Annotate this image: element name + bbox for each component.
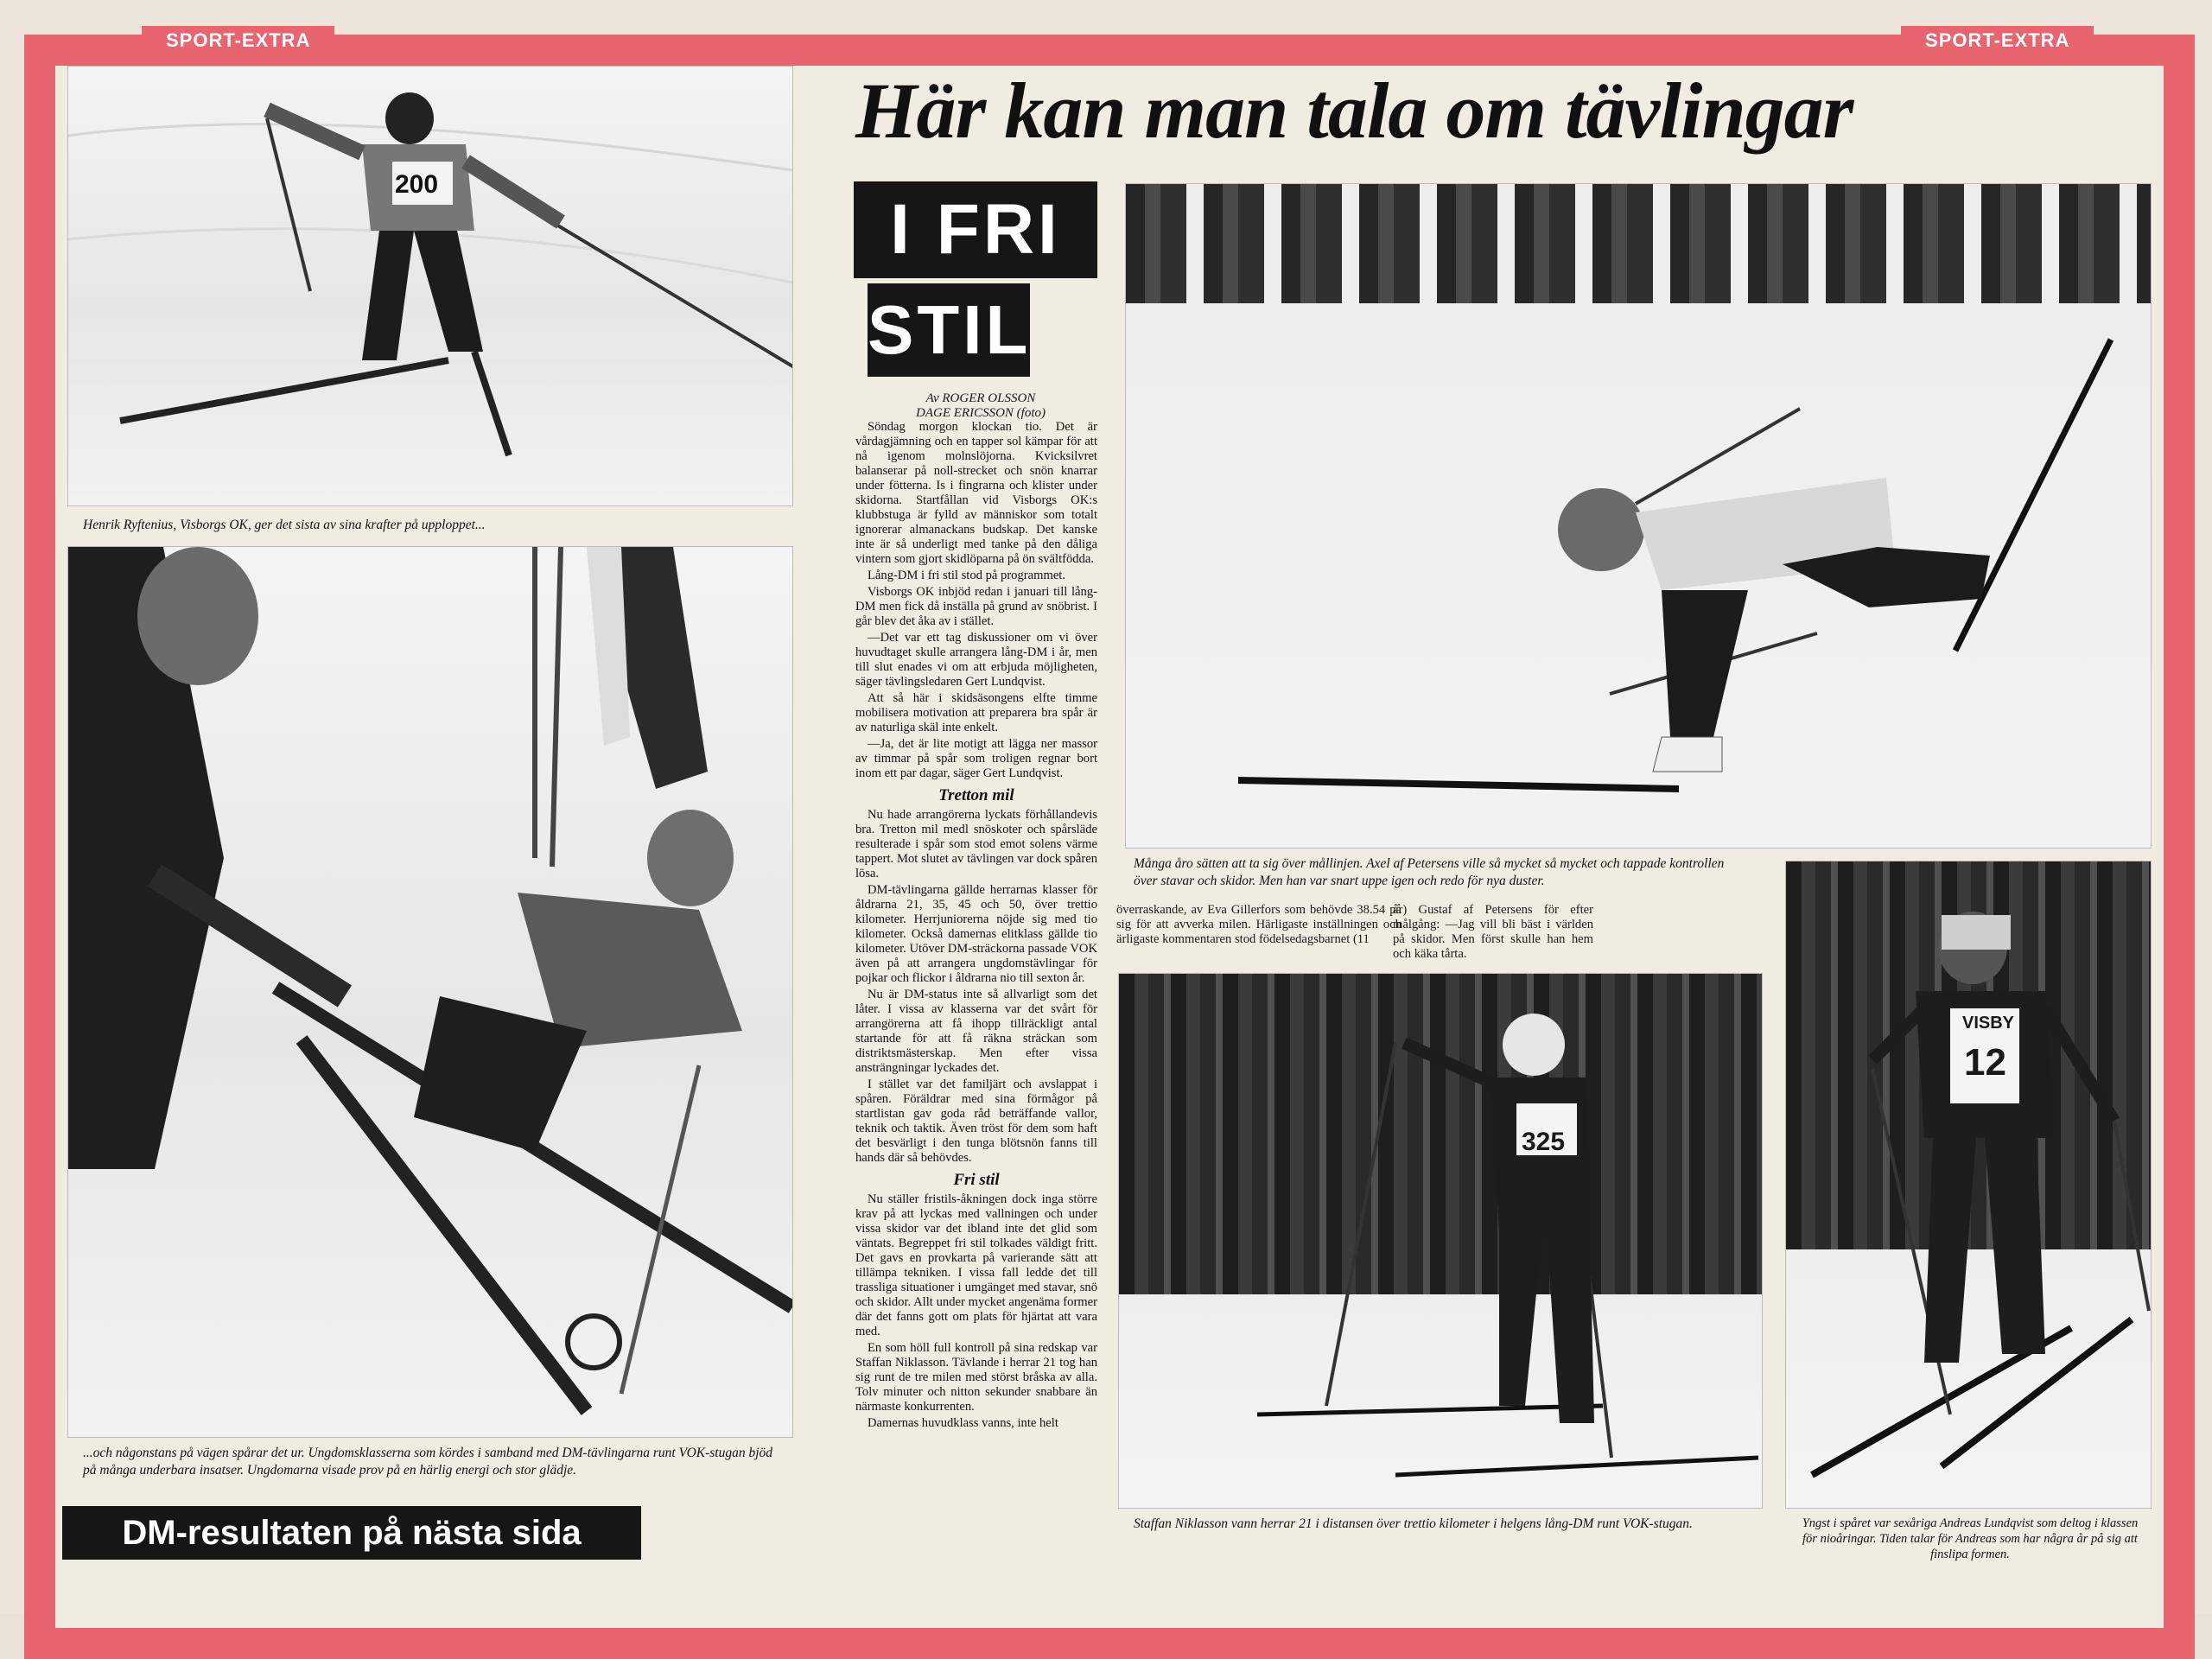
section-tab-right: SPORT-EXTRA — [1901, 26, 2094, 55]
article-paragraph: I stället var det familjärt och avslappat i spåren. Föräldrar med sina förmågor på startlistan gav goda råd beträffande vallor, teknik och taktik. Även tröst för dem som haft det besvärligt i den tunga blötsnön fanns till hands där så behövdes. — [855, 1077, 1097, 1165]
andreas-illustration — [1786, 861, 2151, 1508]
photo-staffan — [1118, 973, 1763, 1509]
subhead-fri-stil: Fri stil — [953, 1171, 1000, 1189]
photo-andreas — [1785, 861, 2152, 1509]
bib-number: 12 — [1964, 1041, 2006, 1084]
byline — [864, 391, 1097, 421]
section-tab-left: SPORT-EXTRA — [142, 26, 334, 55]
photo-axel-finish — [1125, 183, 2152, 849]
article-paragraph: Söndag morgon klockan tio. Det är vårdagjämning och en tapper sol kämpar för att nå igenom molnslöjorna. Kvicksilvret balanserar på noll-strecket och snön knarrar under fötterna. Is i fingrarna och klister under skidorna. Startfållan vid Visborgs OK:s klubbstuga är fylld av människor som totalt ignorerar almanackans budskap. Det kanske inte är så underligt med tanke på den dåliga vintern som gjort skidlöparna på ön svältfödda. — [855, 420, 1097, 566]
subhead-tretton-mil: Tretton mil — [938, 786, 1014, 804]
article-paragraph: En som höll full kontroll på sina redskap var Staffan Niklasson. Tävlande i herrar 21 tog han sig runt de tre milen med störst bråska av alla. Tolv minuter och nitton sekunder snabbare än närmaste konkurrenten. — [855, 1341, 1097, 1414]
article-continuation-2 — [1393, 903, 1593, 962]
article-paragraph: DM-tävlingarna gällde herrarnas klasser för åldrarna 21, 35, 45 och 50, över trettio kilometer. Herrjuniorerna nöjde sig med tio kilometer. Också damernas elitklass gällde tio kilometer. Utöver DM-sträckorna passade VOK även på att arrangera ungdomstävlingar för pojkar och flickor i åldrarna nio till sexton år. — [855, 883, 1097, 985]
photo-fallen-skier — [67, 546, 793, 1438]
article-paragraph: Lång-DM i fri stil stod på programmet. — [868, 569, 1065, 582]
caption-photo-2: ...och någonstans på vägen spårar det ur. Ungdomsklasserna som kördes i samband med DM-tävlingarna runt VOK-stugan bjöd på många underbara insatser. Ungdomarna visade prov på en härlig energi och stor glädje. — [83, 1446, 773, 1478]
article-paragraph: —Det var ett tag diskussioner om vi över huvudtaget skulle arrangera lång-DM i år, men till slut enades vi om att erbjuda möjligheten, säger tävlingsledaren Gert Lundqvist. — [855, 631, 1097, 689]
article-paragraph: —Ja, det är lite motigt att lägga ner massor av timmar på spår som troligen regnar bort inom ett par dagar, säger Gert Lundqvist. — [855, 737, 1097, 780]
article-paragraph: Damernas huvudklass vanns, inte helt — [868, 1416, 1058, 1430]
caption-photo-1: Henrik Ryftenius, Visborgs OK, ger det sista av sina krafter på upploppet... — [83, 518, 486, 532]
continuation-text: överraskande, av Eva Gillerfors som behövde 38.54 på sig för att avverka milen. Härligaste inställningen och ärligaste kommentaren stod födelsedagsbarnet (11 — [1116, 903, 1402, 946]
byline-author: Av ROGER OLSSON — [925, 391, 1036, 405]
article-paragraph: Nu ställer fristils-åkningen dock inga större krav på att lyckas med vallningen och under vissa skidor var det ibland inte det glid som väntats. Begreppet fri stil tolkades väldigt fritt. Det gavs en provkarta på varierande sätt att tillämpa tekniken. I vissa fall ledde det till trassliga situationer i umgänget med stavar, snö och skidor. Allt under mycket angenäma former där det fanns gott om plats för hjärtat att vara med. — [855, 1192, 1097, 1338]
caption-photo-5: Yngst i spåret var sexåriga Andreas Lundqvist som deltog i klassen för nioåringar. Tiden talar för Andreas som har några år på sig att finslipa formen. — [1802, 1516, 2139, 1561]
article-column — [855, 420, 1097, 1433]
continuation-text: år) Gustaf af Petersens för efter målgång: —Jag vill bli bäst i världen på skidor. Men först skulle han hem och käka tårta. — [1393, 903, 1593, 961]
staffan-illustration — [1119, 974, 1762, 1508]
article-paragraph: Att så här i skidsäsongens elfte timme mobilisera motivation att preparera bra spår är av naturliga skäl inte enkelt. — [855, 691, 1097, 734]
finish-line-illustration — [1126, 184, 2151, 848]
article-paragraph: Nu är DM-status inte så allvarligt som det låter. I vissa av klasserna var det svårt för arrangörerna att få ihopp tillräckligt antal startande för att få räkna sträckan som distriktsmästerskap. Men efter vissa ansträngningar lyckades det. — [855, 988, 1097, 1075]
article-paragraph: Visborgs OK inbjöd redan i januari till lång-DM men fick då inställa på grund av snöbrist. I går blev det åka av i stället. — [855, 585, 1097, 628]
results-banner: DM-resultaten på nästa sida — [62, 1506, 641, 1560]
caption-photo-4: Staffan Niklasson vann herrar 21 i distansen över trettio kilometer i helgens lång-DM runt VOK-stugan. — [1134, 1516, 1693, 1531]
bib-number: 200 — [395, 170, 439, 199]
caption-photo-3: Många åro sätten att ta sig över mållinjen. Axel af Petersens ville så mycket så mycket och tappade kontrollen över stavar och skidor. Men han var snart uppe igen och redo för nya duster. — [1134, 856, 1725, 888]
kicker-line-2: STIL — [868, 283, 1030, 377]
kicker-line-1: I FRI — [854, 181, 1097, 278]
byline-photo: DAGE ERICSSON (foto) — [916, 406, 1046, 420]
photo-skier-henrik — [67, 66, 793, 506]
bib-number: 325 — [1522, 1128, 1566, 1156]
skier-illustration — [68, 67, 792, 505]
article-paragraph: Nu hade arrangörerna lyckats förhållandevis bra. Tretton mil medl snöskoter och spårsläde resulterade i spår som stod emot solens värme tappert. Mot slutet av tävlingen var dock spåren lösa. — [855, 808, 1097, 880]
fallen-skier-illustration — [68, 547, 792, 1437]
bib-club: VISBY — [1962, 1014, 2015, 1033]
article-continuation-1 — [1116, 903, 1402, 947]
page-headline: Här kan man tala om tävlingar — [855, 67, 1853, 155]
